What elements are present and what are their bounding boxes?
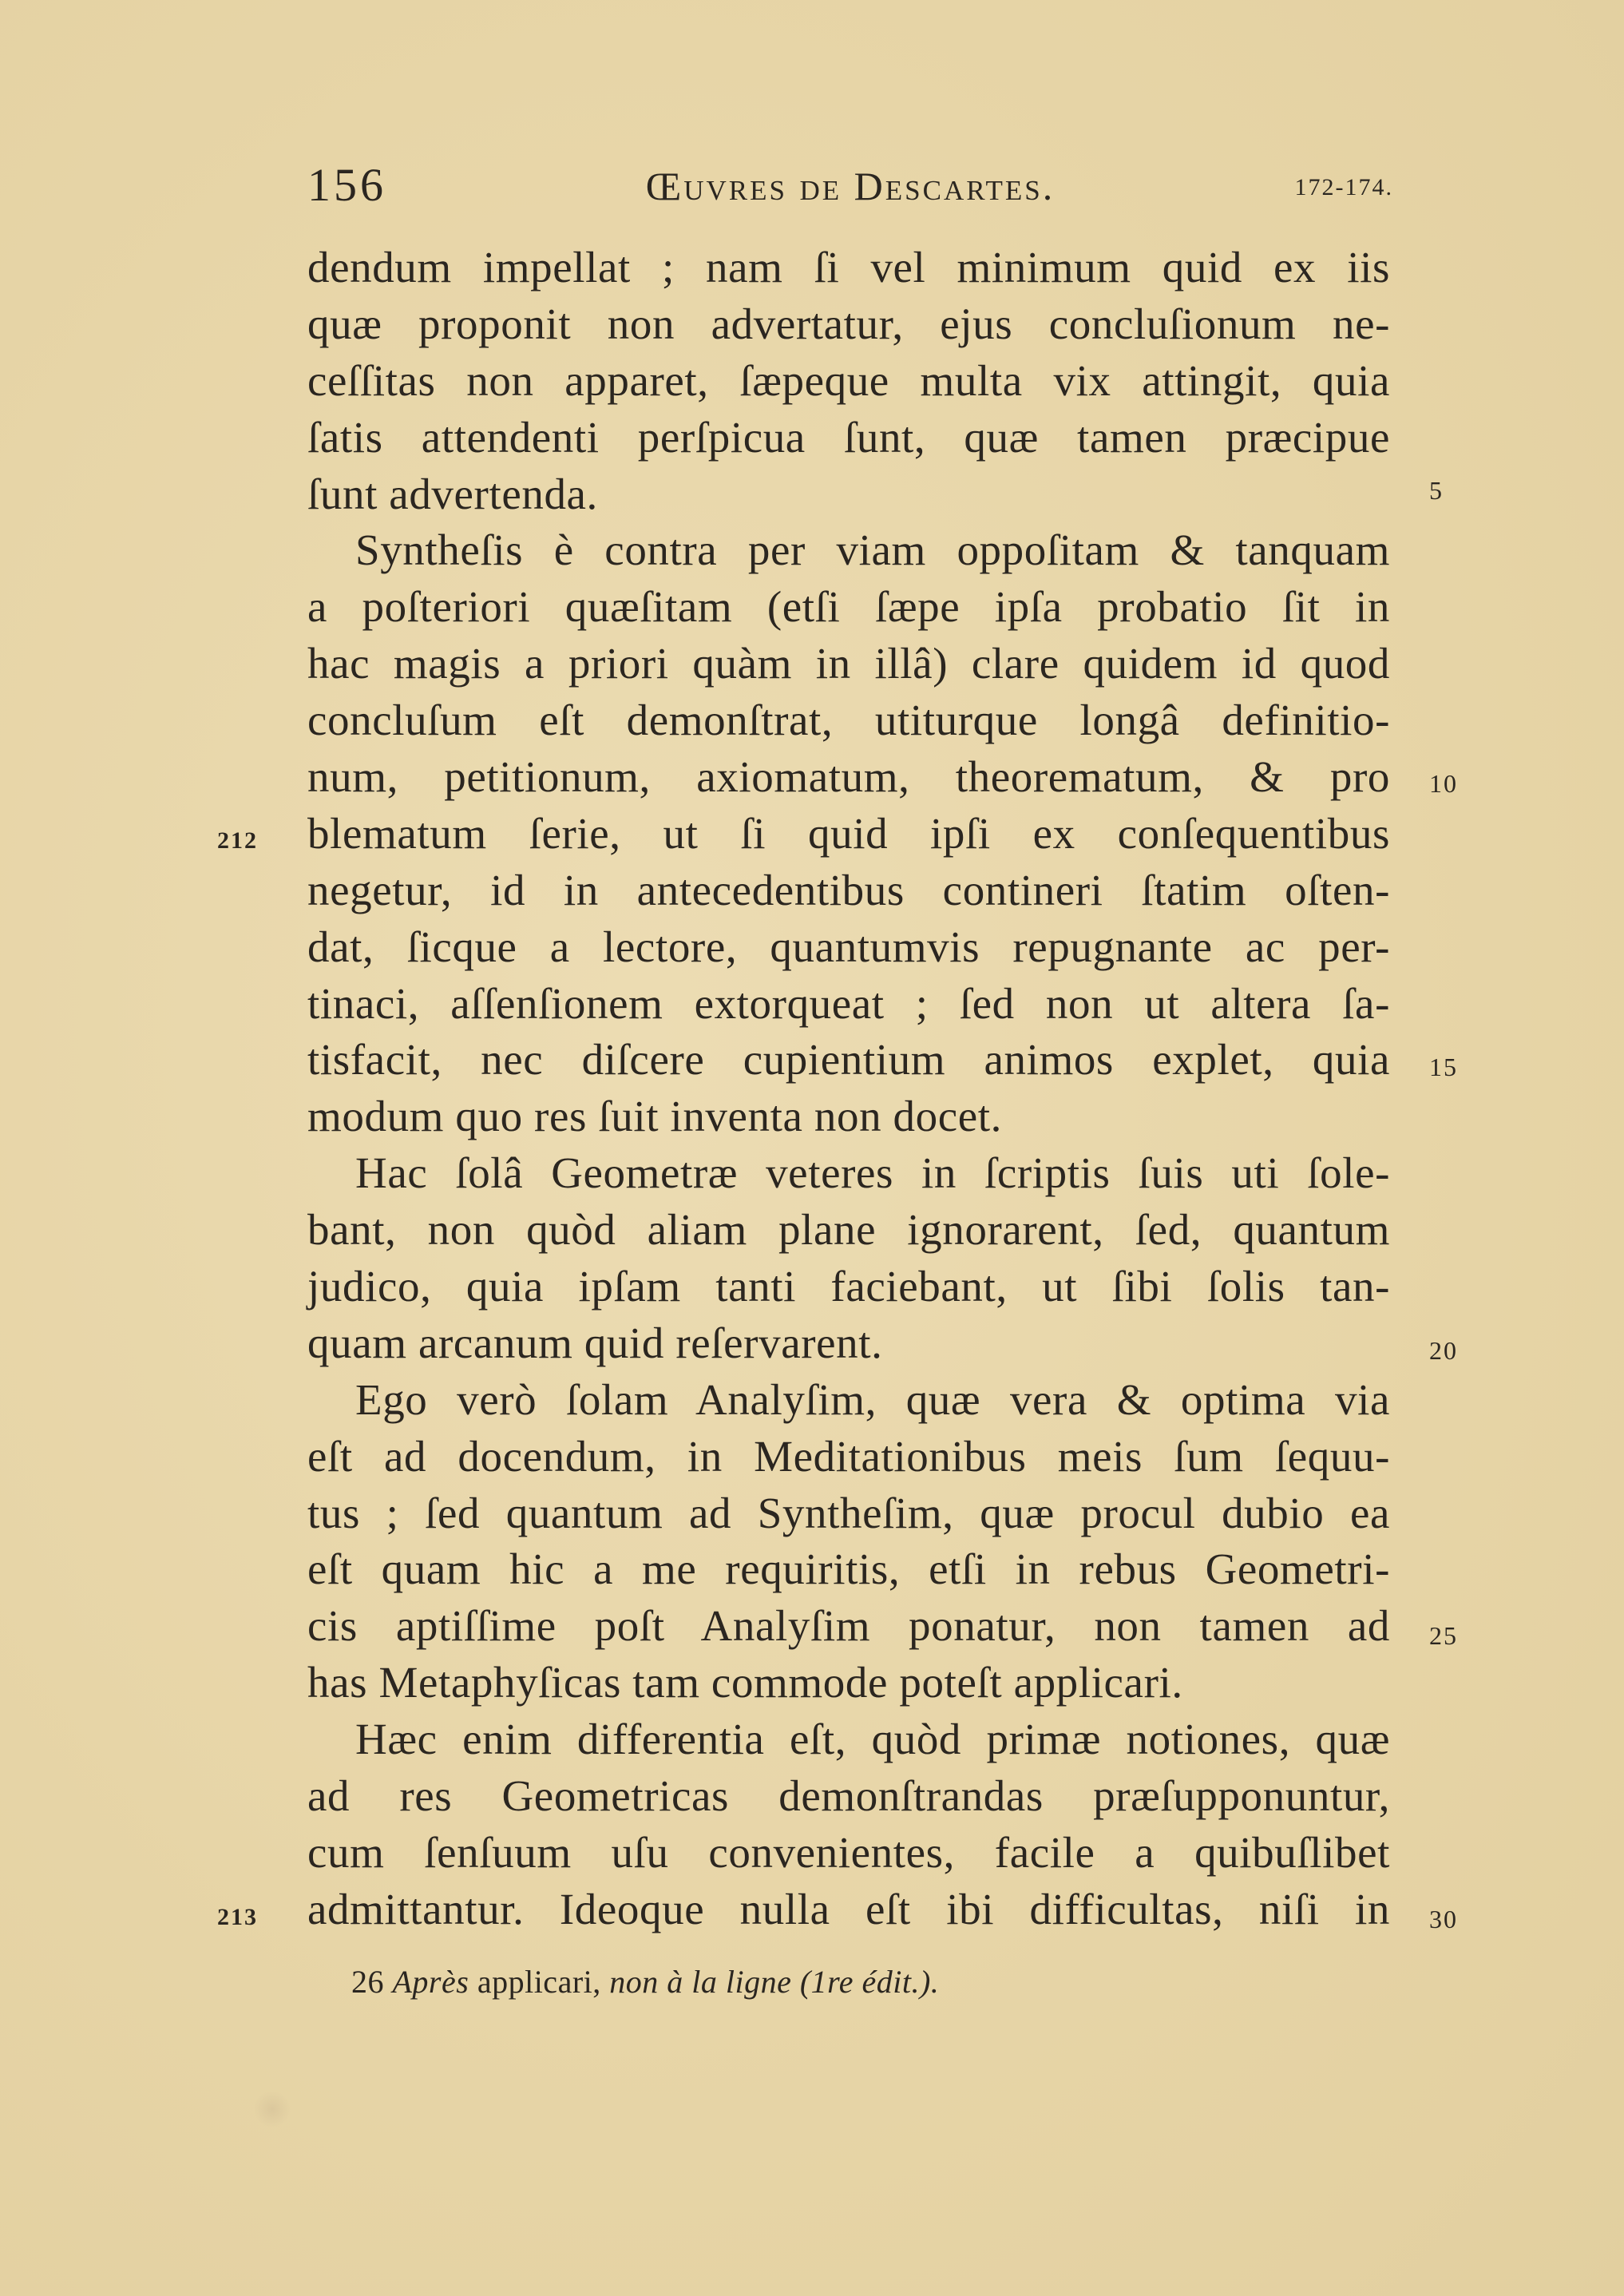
text-line: ceſſitas non apparet, ſæpeque multa vix attingit, quia — [307, 355, 1390, 405]
text-line: dat, ſicque a lectore, quantumvis repugnante ac per- — [307, 922, 1390, 971]
footnote-text: applicari, — [477, 1964, 601, 2000]
paper-spot — [254, 2091, 291, 2127]
text-line: Hæc enim differentia eſt, quòd primæ notiones, quæ — [355, 1715, 1390, 1764]
text-line: cis aptiſſime poſt Analyſim ponatur, non tamen ad — [307, 1601, 1390, 1651]
body-text — [307, 240, 1390, 1938]
text-line: eſt quam hic a me requiritis, etſi in rebus Geometri- — [307, 1545, 1390, 1594]
line-number: 20 — [1429, 1336, 1458, 1365]
footnote — [351, 1963, 939, 2001]
page-number: 156 — [307, 159, 386, 211]
text-line: negetur, id in antecedentibus contineri ſtatim oſten- — [307, 865, 1390, 914]
text-line: cum ſenſuum uſu convenientes, facile a quibuſlibet — [307, 1827, 1390, 1877]
text-line: Ego verò ſolam Analyſim, quæ vera & optima via — [355, 1374, 1390, 1424]
footnote-edition: (1re édit.). — [799, 1964, 940, 2000]
line-number: 10 — [1429, 769, 1458, 798]
text-line: tinaci, aſſenſionem extorqueat ; ſed non ut altera ſa- — [307, 978, 1390, 1028]
text-line: ſunt advertenda. — [307, 469, 598, 518]
running-title: Œuvres de Descartes. — [645, 164, 1056, 208]
text-line: ad res Geometricas demonſtrandas præſupponuntur, — [307, 1771, 1390, 1821]
text-line: tus ; ſed quantum ad Syntheſim, quæ procul dubio ea — [307, 1488, 1390, 1537]
text-line: concluſum eſt demonſtrat, utiturque longâ definitio- — [307, 696, 1390, 745]
line-number: 5 — [1429, 476, 1444, 505]
text-line: blematum ſerie, ut ſi quid ipſi ex conſequentibus — [307, 808, 1390, 858]
text-line: dendum impellat ; nam ſi vel minimum quid ex iis — [307, 243, 1390, 291]
text-line: eſt ad docendum, in Meditationibus meis ſum ſequu- — [307, 1431, 1390, 1481]
footnote-number: 26 — [351, 1964, 384, 2000]
reference-number: 212 — [217, 827, 258, 854]
text-line: modum quo res ſuit inventa non docet. — [307, 1092, 1002, 1141]
reference-number: 213 — [217, 1904, 258, 1930]
text-line: has Metaphyſicas tam commode poteſt applicari. — [307, 1658, 1183, 1707]
line-number: 30 — [1429, 1905, 1458, 1933]
text-line: Syntheſis è contra per viam oppoſitam & tanquam — [355, 525, 1390, 575]
text-line: hac magis a priori quàm in illâ) clare quidem id quod — [307, 639, 1390, 688]
page-range: 172-174. — [1294, 174, 1393, 200]
footnote-text-italic: Après — [392, 1964, 469, 2000]
text-line: num, petitionum, axiomatum, theorematum, & pro — [307, 752, 1390, 802]
text-line: bant, non quòd aliam plane ignorarent, ſed, quantum — [307, 1205, 1390, 1255]
text-line: Hac ſolâ Geometræ veteres in ſcriptis ſuis uti ſole- — [355, 1148, 1390, 1198]
running-header — [307, 158, 1393, 214]
text-line: a poſteriori quæſitam (etſi ſæpe ipſa probatio ſit in — [307, 582, 1390, 632]
text-line: ſatis attendenti perſpicua ſunt, quæ tamen præcipue — [307, 412, 1390, 462]
text-line: quæ proponit non advertatur, ejus concluſionum ne- — [307, 299, 1390, 348]
text-line: admittantur. Ideoque nulla eſt ibi difficultas, niſi in — [307, 1884, 1390, 1933]
line-number: 15 — [1429, 1053, 1458, 1081]
text-line: quam arcanum quid reſervarent. — [307, 1318, 883, 1367]
line-number: 25 — [1429, 1621, 1458, 1650]
text-line: tisfacit, nec diſcere cupientium animos explet, quia — [307, 1035, 1390, 1085]
text-line: judico, quia ipſam tanti faciebant, ut ſibi ſolis tan- — [307, 1262, 1390, 1311]
footnote-text-italic: non à la ligne — [609, 1964, 792, 2000]
